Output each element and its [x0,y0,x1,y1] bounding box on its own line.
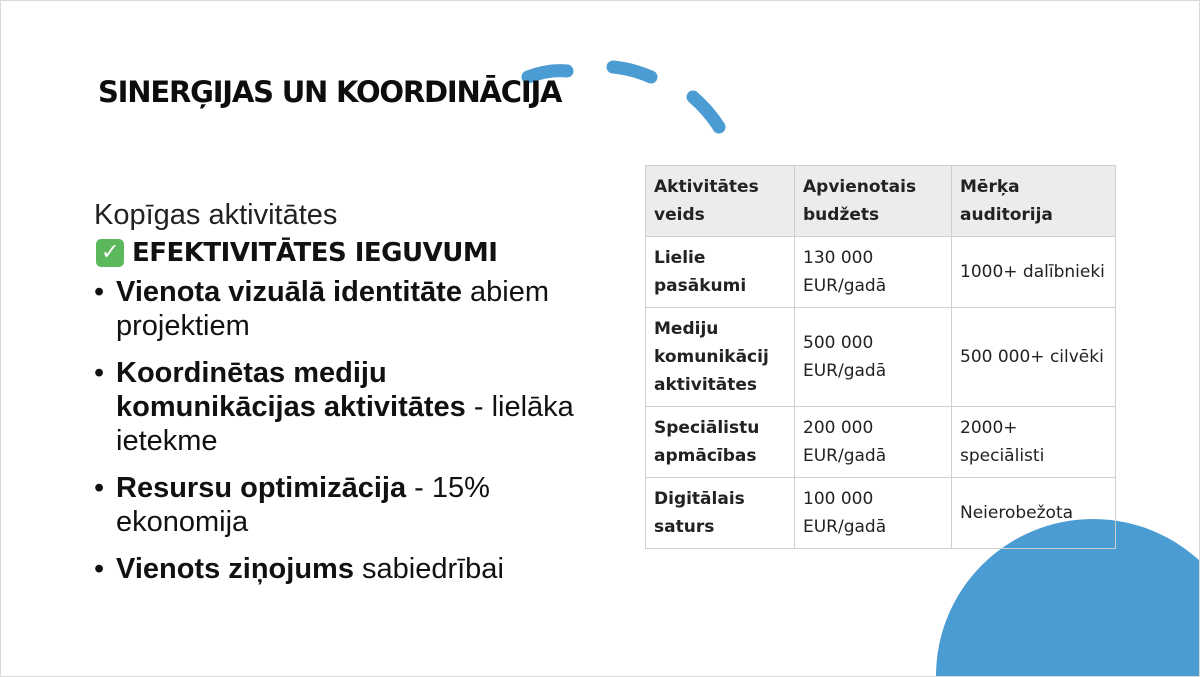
table-cell: 130 000 EUR/gadā [795,237,952,308]
column-header: Apvienotais budžets [795,166,952,237]
arc-dash-2 [613,67,651,77]
subtitle: Kopīgas aktivitātes [94,199,338,231]
slide-title: SINERĢIJAS UN KOORDINĀCIJA [98,75,562,109]
table-header-row [646,166,1116,237]
list-item: • Koordinētas mediju komunikācijas aktivitātes - lielāka ietekme [94,356,594,458]
content-left [94,197,594,599]
table-cell: 1000+ dalībnieki [952,237,1116,308]
column-header: Mērķa auditorija [952,166,1116,237]
table-row [646,478,1116,549]
arc-dash-3 [693,97,719,127]
benefits-heading [94,233,594,273]
table-cell: 200 000 EUR/gadā [795,407,952,478]
table-row [646,308,1116,407]
table-cell: Neierobežota [952,478,1116,549]
table-cell: 500 000+ cilvēki [952,308,1116,407]
table-cell: 2000+ speciālisti [952,407,1116,478]
check-mark-icon: ✓ [96,239,124,267]
list-item: • Vienota vizuālā identitāte abiem projektiem [94,275,594,343]
table-cell: Digitālais saturs [646,478,795,549]
table-cell: Mediju komunikācij aktivitātes [646,308,795,407]
list-item: • Vienots ziņojums sabiedrībai [94,552,594,586]
activities-table [645,165,1116,549]
table-cell: 100 000 EUR/gadā [795,478,952,549]
table-row [646,407,1116,478]
column-header: Aktivitātes veids [646,166,795,237]
table-cell: Speciālistu apmācības [646,407,795,478]
table-row [646,237,1116,308]
table-cell: 500 000 EUR/gadā [795,308,952,407]
table-cell: Lielie pasākumi [646,237,795,308]
benefits-heading-text: EFEKTIVITĀTES IEGUVUMI [132,238,498,268]
list-item: • Resursu optimizācija - 15% ekonomija [94,471,594,539]
benefits-list [94,275,594,586]
